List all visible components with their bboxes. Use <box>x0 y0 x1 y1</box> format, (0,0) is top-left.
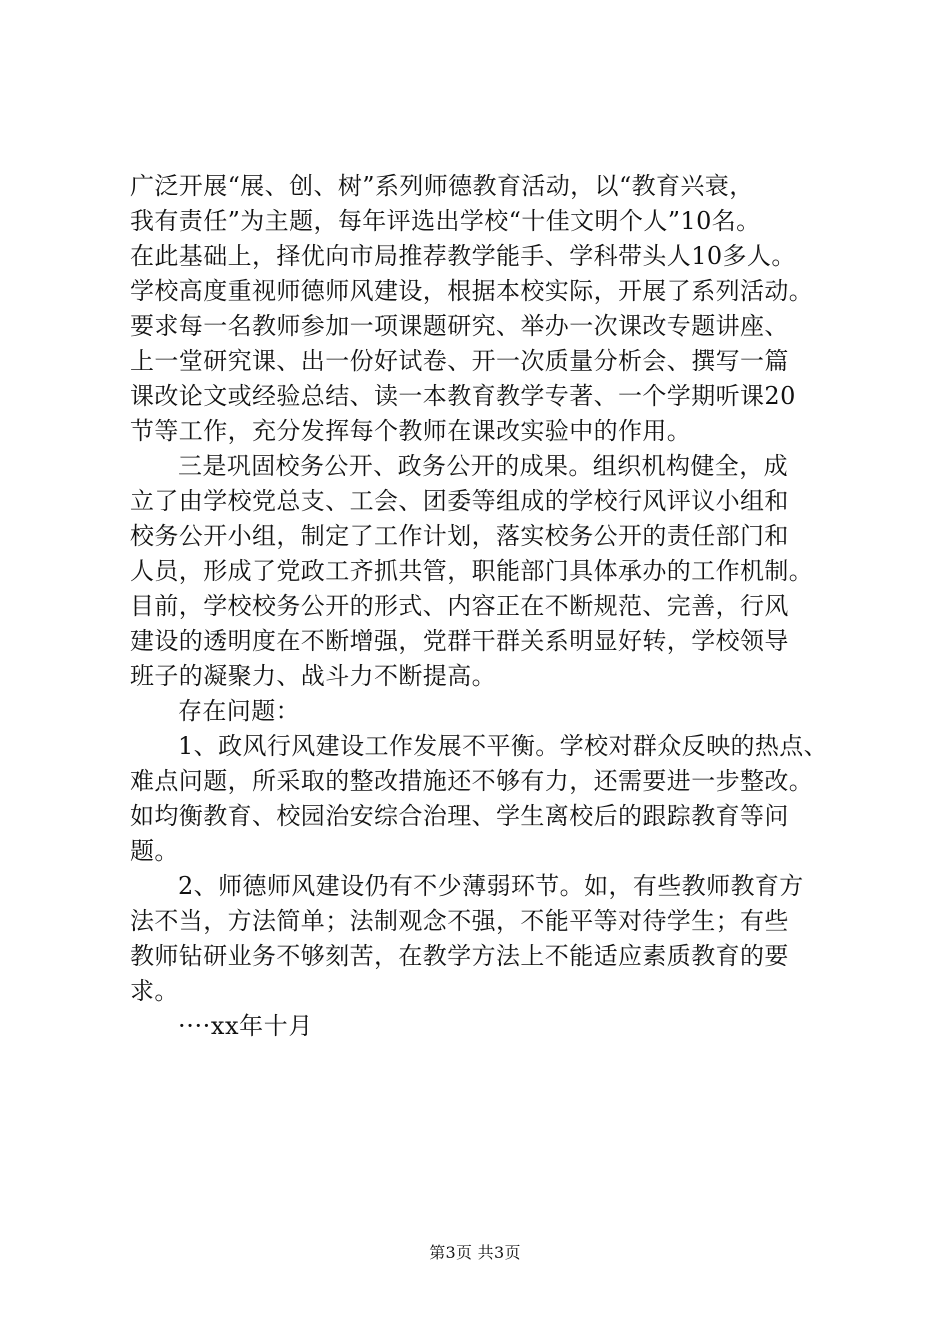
body-text-line: 如均衡教育、校园治安综合治理、学生离校后的跟踪教育等问 <box>130 802 789 830</box>
body-text-line: 校务公开小组，制定了工作计划，落实校务公开的责任部门和 <box>130 522 789 550</box>
body-text-line: 广泛开展“展、创、树”系列师德教育活动，以“教育兴衰， <box>130 172 754 200</box>
body-text-line: 目前，学校校务公开的形式、内容正在不断规范、完善，行风 <box>130 592 789 620</box>
body-text-line: 教师钻研业务不够刻苦，在教学方法上不能适应素质教育的要 <box>130 942 789 970</box>
body-text-line: 在此基础上，择优向市局推荐教学能手、学科带头人10多人。 <box>130 242 796 270</box>
body-text-line: 课改论文或经验总结、读一本教育教学专著、一个学期听课20 <box>130 382 796 410</box>
paragraph-start-line: 1、政风行风建设工作发展不平衡。学校对群众反映的热点、 <box>178 732 829 760</box>
body-text-line: 难点问题，所采取的整改措施还不够有力，还需要进一步整改。 <box>130 767 814 795</box>
paragraph-start-line: 三是巩固校务公开、政务公开的成果。组织机构健全，成 <box>178 452 788 480</box>
paragraph-start-line: 2、师德师风建设仍有不少薄弱环节。如，有些教师教育方 <box>178 872 804 900</box>
body-text-line: 求。 <box>130 977 179 1005</box>
body-text-line: 学校高度重视师德师风建设，根据本校实际，开展了系列活动。 <box>130 277 814 305</box>
body-text-line: 班子的凝聚力、战斗力不断提高。 <box>130 662 496 690</box>
document-date: ····xx年十月 <box>178 1012 313 1040</box>
page-footer: 第3页 共3页 <box>429 1243 521 1262</box>
body-text-line: 题。 <box>130 837 179 865</box>
section-heading: 存在问题： <box>178 697 300 725</box>
body-text-line: 立了由学校党总支、工会、团委等组成的学校行风评议小组和 <box>130 487 789 515</box>
body-text-line: 法不当，方法简单；法制观念不强，不能平等对待学生；有些 <box>130 907 789 935</box>
body-text-line: 人员，形成了党政工齐抓共管，职能部门具体承办的工作机制。 <box>130 557 814 585</box>
body-text-line: 我有责任”为主题，每年评选出学校“十佳文明个人”10名。 <box>130 207 761 235</box>
body-text-line: 要求每一名教师参加一项课题研究、举办一次课改专题讲座、 <box>130 312 789 340</box>
body-text-line: 节等工作，充分发挥每个教师在课改实验中的作用。 <box>130 417 692 445</box>
body-text-line: 上一堂研究课、出一份好试卷、开一次质量分析会、撰写一篇 <box>130 347 789 375</box>
body-text-line: 建设的透明度在不断增强，党群干群关系明显好转，学校领导 <box>130 627 789 655</box>
